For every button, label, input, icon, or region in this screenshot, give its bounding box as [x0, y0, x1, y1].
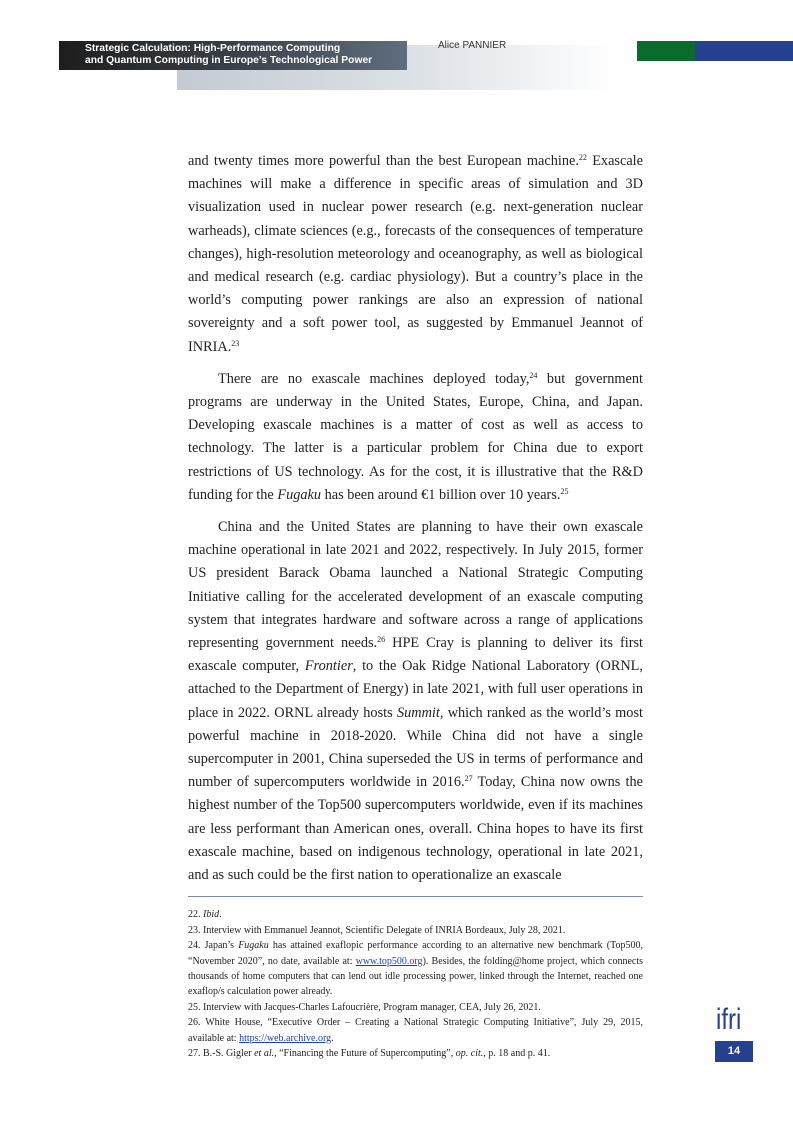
text-run: . [219, 909, 222, 921]
text-run: 27. B.-S. Gigler [188, 1047, 255, 1059]
page-number: 14 [715, 1041, 753, 1062]
footnote [188, 1000, 643, 1015]
footnote [188, 907, 643, 922]
italic-text: Fugaku [277, 486, 322, 503]
footnote-ref[interactable]: 22 [578, 153, 587, 162]
italic-text: Summit [396, 704, 440, 721]
paragraph [188, 368, 643, 507]
italic-text: Fugaku [238, 940, 269, 952]
footnote-ref[interactable]: 23 [231, 338, 240, 348]
italic-text: op. cit. [455, 1047, 484, 1059]
italic-text: et al. [254, 1047, 275, 1059]
footnote-ref[interactable]: 25 [560, 486, 569, 496]
footnote [188, 1015, 643, 1046]
italic-text: Ibid [203, 909, 220, 921]
hyperlink[interactable]: www.top500.org [355, 955, 423, 967]
text-run: China and the United States are planning to have their own exascale machine operational in late 2021 and 2022, respectively. In July 2015, former US president Barack Obama launched a National Strategic Computing Initiative calling for the accelerated development of an exascale computing system that integrates hardware and software across a range of applications representing government needs. [188, 519, 643, 652]
brand-bar-green [637, 41, 695, 61]
running-title [59, 41, 407, 70]
text-run: , to the Oak Ridge National Laboratory (ORNL, attached to the Department of Energy) in late 2021, with full user operations in place in 2022. ORNL already hosts [188, 658, 643, 721]
text-run: , p. 18 and p. 41. [483, 1047, 551, 1059]
brand-bar-blue [695, 41, 793, 61]
running-title-line-2: and Quantum Computing in Europe’s Technological Power [85, 55, 373, 66]
paragraph [188, 150, 643, 359]
text-run: 26. White House, “Executive Order – Creating a National Strategic Computing Initiative”, July 29, 2015, available at: [188, 1017, 643, 1044]
footnote-ref[interactable]: 24 [529, 370, 538, 380]
italic-text: Frontier [304, 658, 353, 675]
footnote [188, 1046, 643, 1061]
text-run: 22. [188, 909, 203, 921]
footnote [188, 938, 643, 1000]
paragraph [188, 516, 643, 887]
text-run: ). Besides, the folding@home project, which connects thousands of home computers that can lend out idle processing power, linked through the Internet, reached one exaflop/s calculation power already. [188, 955, 643, 998]
text-run: . [331, 1032, 334, 1044]
text-run: has been around €1 billion over 10 years. [321, 486, 561, 503]
text-run: , which ranked as the world’s most powerful machine in 2018-2020. While China did not have a single supercomputer in 2001, China superseded the US in terms of performance and number of supercomputers worldwide in 2016. [188, 704, 643, 791]
body-text [188, 150, 643, 887]
footnote-ref[interactable]: 26 [377, 635, 386, 645]
text-run: There are no exascale machines deployed today, [218, 370, 530, 387]
text-run: HPE Cray is planning to deliver its first exascale computer, [188, 635, 643, 675]
footnote-divider [188, 896, 643, 897]
text-run: but government programs are underway in the United States, Europe, China, and Japan. Developing exascale machines is a matter of cost as well as access to technology. The latter is a particular problem for China due to export restrictions of US technology. As for the cost, it is illustrative that the R&D funding for the [188, 370, 643, 503]
text-run: , “Financing the Future of Supercomputing”, [274, 1047, 456, 1059]
text-run: Exascale machines will make a difference in specific areas of simulation and 3D visualization used in nuclear power research (e.g. next-generation nuclear warheads), climate sciences (e.g., forecasts of the consequences of temperature changes), high-resolution meteorology and oceanography, as well as biological and medical research (e.g. cardiac physiology). But a country’s place in the world’s computing power rankings are also an expression of national sovereignty and a soft power tool, as suggested by Emmanuel Jeannot of INRIA. [188, 153, 644, 355]
text-run: and twenty times more powerful than the best European machine. [188, 153, 579, 169]
footnote [188, 923, 643, 938]
text-run: 23. Interview with Emmanuel Jeannot, Scientific Delegate of INRIA Bordeaux, July 28, 2021. [188, 924, 566, 936]
text-run: Today, China now owns the highest number of the Top500 supercomputers worldwide, even if its machines are less performant than American ones, overall. China hopes to have its first exascale machine, based on indigenous technology, operational in late 2021, and as such could be the first nation to operationalize an exascale [188, 774, 643, 884]
author-name: Alice PANNIER [438, 40, 507, 51]
running-title-line-1: Strategic Calculation: High-Performance Computing [85, 43, 341, 54]
text-run: has attained exaflopic performance according to an alternative new benchmark (Top500, “November 2020”, no date, available at: [188, 940, 643, 967]
ifri-logo: ifri [716, 1003, 742, 1036]
text-run: 24. Japan’s [188, 940, 239, 952]
hyperlink[interactable]: https://web.archive.org [239, 1032, 332, 1044]
page-content [188, 150, 643, 1061]
footnote-ref[interactable]: 27 [464, 774, 473, 784]
footnotes [188, 907, 643, 1061]
text-run: 25. Interview with Jacques-Charles Lafoucrière, Program manager, CEA, July 26, 2021. [188, 1001, 541, 1013]
